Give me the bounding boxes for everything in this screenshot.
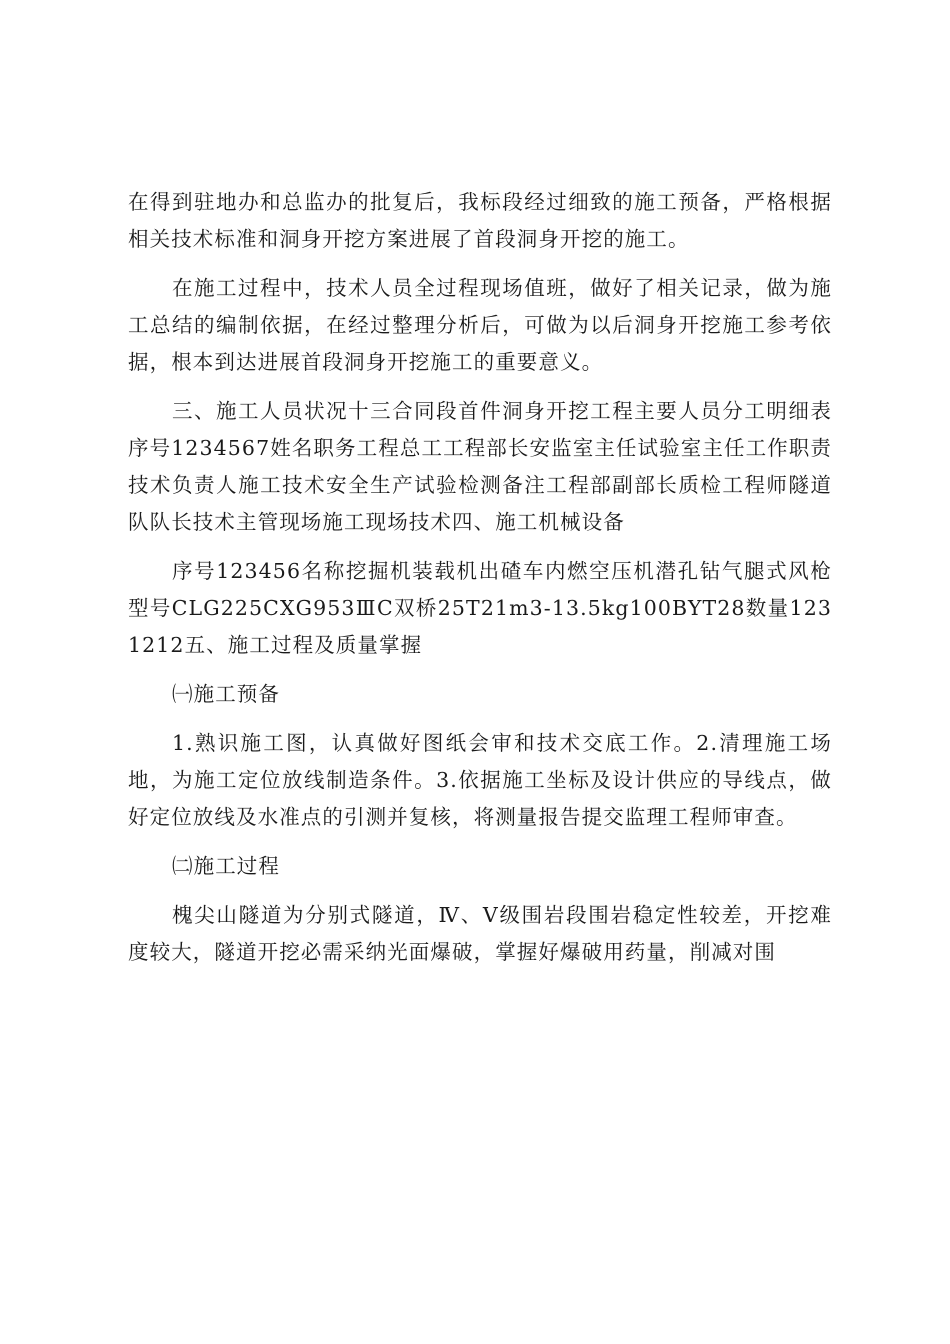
paragraph-approval: 在得到驻地办和总监办的批复后，我标段经过细致的施工预备，严格根据相关技术标准和洞身开挖方案进展了首段洞身开挖的施工。 — [128, 190, 832, 251]
paragraph-equipment-table: 序号123456名称挖掘机装载机出碴车内燃空压机潜孔钻气腿式风枪型号CLG225CXG953ⅢC双桥25T21m3-13.5kg100BYT28数量1231212五、施工过程及质量掌握 — [128, 559, 832, 657]
paragraph-personnel-table: 三、施工人员状况十三合同段首件洞身开挖工程主要人员分工明细表序号1234567姓名职务工程总工工程部长安监室主任试验室主任工作职责技术负责人施工技术安全生产试验检测备注工程部副部长质检工程师隧道队队长技术主管现场施工现场技术四、施工机械设备 — [128, 399, 832, 534]
paragraph-tunnel-description: 槐尖山隧道为分别式隧道，Ⅳ、Ⅴ级围岩段围岩稳定性较差，开挖难度较大，隧道开挖必需采纳光面爆破，掌握好爆破用药量，削减对围 — [128, 903, 832, 964]
heading-construction-process: ㈡施工过程 — [172, 854, 280, 878]
paragraph-construction-record: 在施工过程中，技术人员全过程现场值班，做好了相关记录，做为施工总结的编制依据，在经过整理分析后，可做为以后洞身开挖施工参考依据，根本到达进展首段洞身开挖施工的重要意义。 — [128, 276, 832, 374]
heading-construction-preparation: ㈠施工预备 — [172, 682, 280, 706]
paragraph-preparation-steps: 1.熟识施工图，认真做好图纸会审和技术交底工作。2.清理施工场地，为施工定位放线制造条件。3.依据施工坐标及设计供应的导线点，做好定位放线及水准点的引测并复核，将测量报告提交监理工程师审查。 — [128, 731, 832, 829]
document-body — [128, 184, 832, 971]
